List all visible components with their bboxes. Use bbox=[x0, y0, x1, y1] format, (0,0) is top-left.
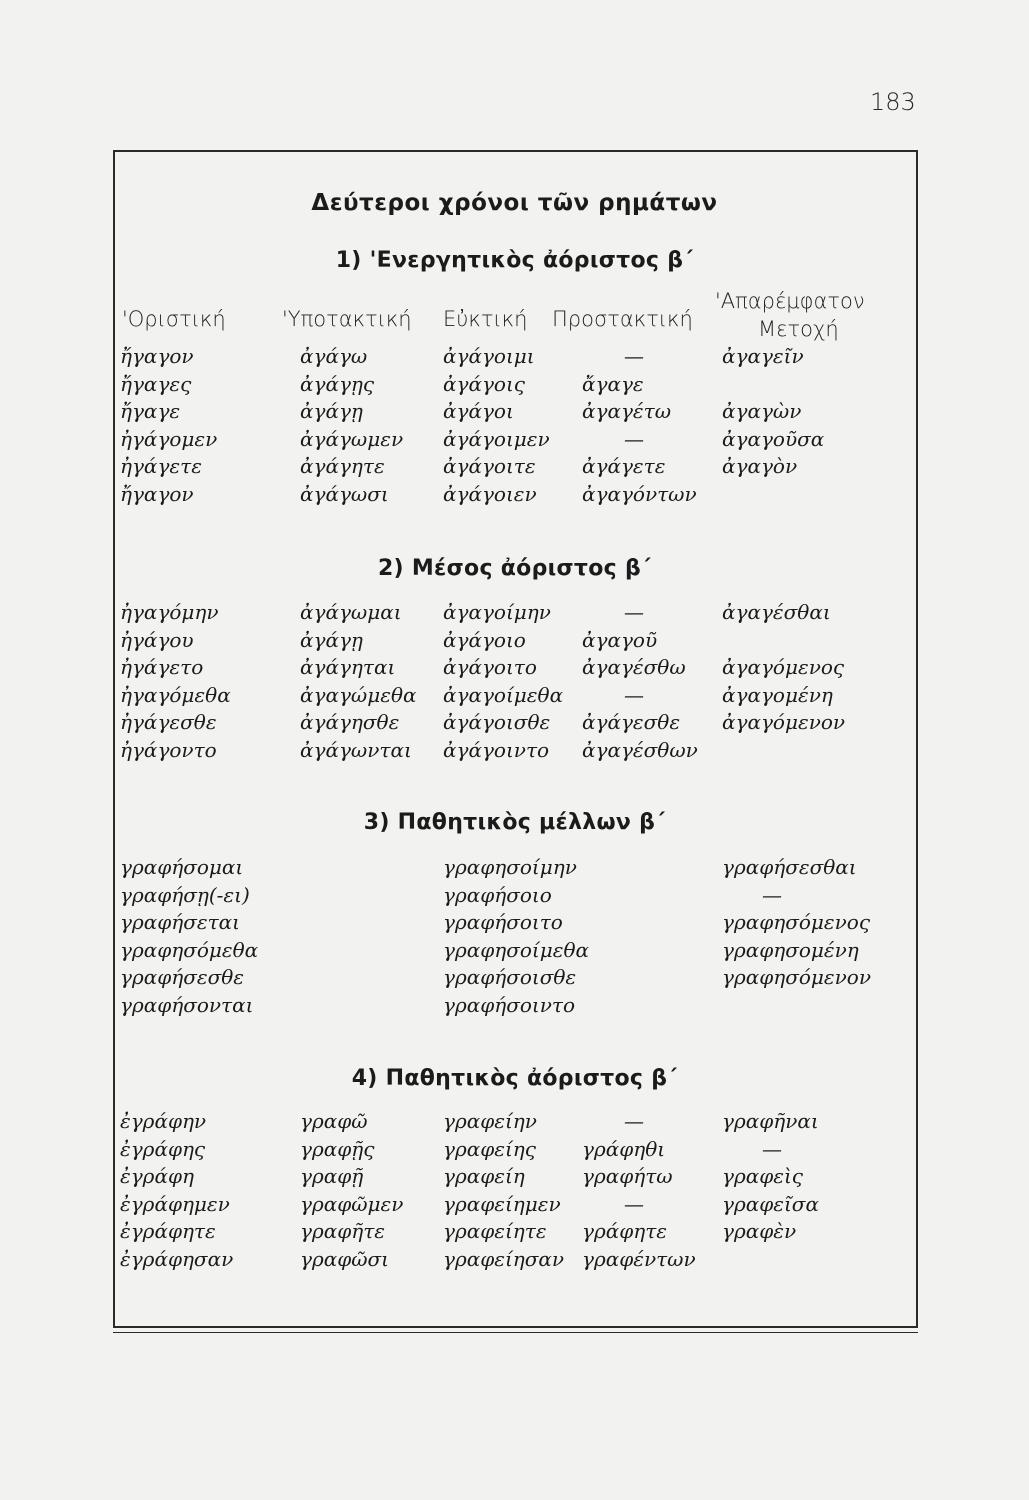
frame-left-rule bbox=[113, 150, 115, 1328]
section-4-ypotaktiki-row-3: γραφῇ bbox=[300, 1164, 364, 1188]
section-1-aparemfato-metochi-row-4: ἀγαγοῦσα bbox=[722, 426, 825, 451]
section-4-aparemfato-metochi-row-3: γραφεὶς bbox=[722, 1164, 803, 1188]
section-4-oristiki-row-6: ἐγράφησαν bbox=[120, 1246, 234, 1271]
section-1-oristiki-row-5: ἠγάγετε bbox=[120, 454, 202, 478]
section-3-title: 3) Παθητικὸς μέλλων β΄ bbox=[363, 810, 666, 835]
section-3-aparemfato-metochi-row-3: γραφησόμενος bbox=[722, 910, 871, 934]
section-3-aparemfato-metochi-row-4: γραφησομένη bbox=[722, 937, 859, 962]
section-4-euktiki-row-5: γραφείητε bbox=[443, 1219, 547, 1243]
section-3-oristiki-row-5: γραφήσεσθε bbox=[120, 965, 245, 989]
section-2-prostaktiki-row-2: ἀγαγοῦ bbox=[582, 627, 658, 652]
section-2-euktiki-row-2: ἀγάγοιο bbox=[443, 627, 526, 652]
section-2-ypotaktiki-row-3: ἀγάγηται bbox=[300, 655, 396, 679]
section-1-euktiki-row-4: ἀγάγοιμεν bbox=[443, 426, 550, 451]
section-1-oristiki-row-6: ἤγαγον bbox=[120, 481, 194, 506]
section-1-euktiki-row-2: ἀγάγοις bbox=[443, 371, 526, 396]
section-4-euktiki-row-6: γραφείησαν bbox=[443, 1246, 565, 1271]
section-1-prostaktiki-row-2: ἄγαγε bbox=[582, 371, 644, 396]
section-4-oristiki-row-5: ἐγράφητε bbox=[120, 1219, 216, 1243]
section-2-euktiki-row-1: ἀγαγοίμην bbox=[443, 600, 551, 624]
section-1-euktiki-row-5: ἀγάγοιτε bbox=[443, 454, 536, 478]
section-4-euktiki-row-3: γραφείη bbox=[443, 1164, 525, 1188]
section-3-euktiki-row-2: γραφήσοιο bbox=[443, 882, 552, 907]
section-4-euktiki-row-2: γραφείης bbox=[443, 1136, 536, 1161]
section-4-euktiki-row-1: γραφείην bbox=[443, 1109, 537, 1133]
section-2-euktiki-row-6: ἀγάγοιντο bbox=[443, 737, 550, 762]
page-title: Δεύτεροι χρόνοι τῶν ρημάτων bbox=[311, 190, 718, 216]
section-1-prostaktiki-row-1: — bbox=[624, 344, 644, 368]
section-4-prostaktiki-row-5: γράφητε bbox=[582, 1219, 667, 1243]
section-2-title: 2) Μέσος ἀόριστος β΄ bbox=[377, 556, 652, 581]
section-1-euktiki-row-3: ἀγάγοι bbox=[443, 399, 514, 423]
section-1-ypotaktiki-row-1: ἀγάγω bbox=[300, 344, 368, 368]
section-4-prostaktiki-row-6: γραφέντων bbox=[582, 1246, 696, 1271]
section-2-euktiki-row-5: ἀγάγοισθε bbox=[443, 710, 551, 734]
frame-top-rule bbox=[113, 150, 918, 152]
section-4-aparemfato-metochi-row-1: γραφῆναι bbox=[722, 1109, 819, 1133]
section-3-euktiki-row-4: γραφησοίμεθα bbox=[443, 937, 590, 962]
section-1-oristiki-row-3: ἤγαγε bbox=[120, 399, 181, 423]
section-1-prostaktiki-row-6: ἀγαγόντων bbox=[582, 481, 697, 506]
section-2-prostaktiki-row-5: ἀγάγεσθε bbox=[582, 710, 681, 734]
page-number: 183 bbox=[870, 88, 916, 116]
section-4-ypotaktiki-row-6: γραφῶσι bbox=[300, 1246, 390, 1271]
section-1-ypotaktiki-row-3: ἀγάγῃ bbox=[300, 399, 363, 423]
section-4-aparemfato-metochi-row-2: — bbox=[762, 1136, 782, 1161]
section-1-ypotaktiki-row-2: ἀγάγῃς bbox=[300, 371, 375, 396]
section-2-oristiki-row-4: ἠγαγόμεθα bbox=[120, 682, 231, 707]
section-2-ypotaktiki-row-4: ἀγαγώμεθα bbox=[300, 682, 417, 707]
section-3-oristiki-row-3: γραφήσεται bbox=[120, 910, 240, 934]
section-4-prostaktiki-row-1: — bbox=[624, 1109, 644, 1133]
section-1-aparemfato-metochi-row-3: ἀγαγὼν bbox=[722, 399, 802, 423]
header-aparemfato: 'Απαρέμφατον bbox=[715, 289, 865, 313]
section-2-ypotaktiki-row-6: ἀγάγωνται bbox=[300, 737, 412, 762]
section-1-title: 1) 'Ενεργητικὸς ἀόριστος β΄ bbox=[335, 248, 694, 273]
section-2-aparemfato-metochi-row-4: ἀγαγομένη bbox=[722, 682, 833, 707]
section-4-oristiki-row-2: ἐγράφης bbox=[120, 1136, 206, 1161]
section-2-oristiki-row-1: ἠγαγόμην bbox=[120, 600, 219, 624]
section-3-euktiki-row-6: γραφήσοιντο bbox=[443, 992, 576, 1017]
section-3-oristiki-row-2: γραφήσῃ(-ει) bbox=[120, 882, 250, 907]
section-1-prostaktiki-row-5: ἀγάγετε bbox=[582, 454, 666, 478]
section-4-ypotaktiki-row-4: γραφῶμεν bbox=[300, 1191, 404, 1216]
section-3-euktiki-row-3: γραφήσοιτο bbox=[443, 910, 563, 934]
header-oristiki: 'Οριστική bbox=[122, 307, 226, 331]
section-4-euktiki-row-4: γραφείημεν bbox=[443, 1191, 561, 1216]
section-2-prostaktiki-row-6: ἀγαγέσθων bbox=[582, 737, 698, 762]
section-2-oristiki-row-3: ἠγάγετο bbox=[120, 655, 204, 679]
section-4-oristiki-row-1: ἐγράφην bbox=[120, 1109, 207, 1133]
frame-bottom-rule-2 bbox=[113, 1332, 918, 1333]
section-4-ypotaktiki-row-1: γραφῶ bbox=[300, 1109, 368, 1133]
section-3-euktiki-row-1: γραφησοίμην bbox=[443, 855, 577, 879]
section-1-prostaktiki-row-3: ἀγαγέτω bbox=[582, 399, 672, 423]
section-3-oristiki-row-1: γραφήσομαι bbox=[120, 855, 244, 879]
frame-right-rule bbox=[916, 150, 918, 1328]
section-4-ypotaktiki-row-5: γραφῆτε bbox=[300, 1219, 385, 1243]
section-2-oristiki-row-2: ἠγάγου bbox=[120, 627, 194, 652]
section-2-oristiki-row-6: ἠγάγοντο bbox=[120, 737, 217, 762]
section-1-ypotaktiki-row-6: ἀγάγωσι bbox=[300, 481, 389, 506]
section-4-aparemfato-metochi-row-5: γραφὲν bbox=[722, 1219, 797, 1243]
section-2-ypotaktiki-row-1: ἀγάγωμαι bbox=[300, 600, 402, 624]
header-prostaktiki: Προστακτική bbox=[552, 307, 693, 331]
section-2-prostaktiki-row-1: — bbox=[624, 600, 644, 624]
section-2-euktiki-row-3: ἀγάγοιτο bbox=[443, 655, 537, 679]
section-4-aparemfato-metochi-row-4: γραφεῖσα bbox=[722, 1191, 819, 1216]
section-1-ypotaktiki-row-5: ἀγάγητε bbox=[300, 454, 385, 478]
section-2-ypotaktiki-row-5: ἀγάγησθε bbox=[300, 710, 400, 734]
section-1-ypotaktiki-row-4: ἀγάγωμεν bbox=[300, 426, 404, 451]
section-2-aparemfato-metochi-row-5: ἀγαγόμενον bbox=[722, 710, 846, 734]
section-1-euktiki-row-6: ἀγάγοιεν bbox=[443, 481, 537, 506]
section-4-prostaktiki-row-4: — bbox=[624, 1191, 644, 1216]
header-ypotaktiki: 'Υποτακτική bbox=[282, 307, 412, 331]
section-4-title: 4) Παθητικὸς ἀόριστος β΄ bbox=[351, 1066, 678, 1091]
section-1-oristiki-row-2: ἤγαγες bbox=[120, 371, 192, 396]
section-2-aparemfato-metochi-row-1: ἀγαγέσθαι bbox=[722, 600, 831, 624]
section-3-aparemfato-metochi-row-1: γραφήσεσθαι bbox=[722, 855, 857, 879]
section-2-oristiki-row-5: ἠγάγεσθε bbox=[120, 710, 217, 734]
section-4-oristiki-row-4: ἐγράφημεν bbox=[120, 1191, 230, 1216]
frame-bottom-rule bbox=[113, 1326, 918, 1328]
section-4-oristiki-row-3: ἐγράφη bbox=[120, 1164, 194, 1188]
section-3-euktiki-row-5: γραφήσοισθε bbox=[443, 965, 577, 989]
section-3-aparemfato-metochi-row-5: γραφησόμενον bbox=[722, 965, 871, 989]
section-1-oristiki-row-1: ἤγαγον bbox=[120, 344, 194, 368]
section-3-oristiki-row-4: γραφησόμεθα bbox=[120, 937, 259, 962]
section-1-prostaktiki-row-4: — bbox=[624, 426, 644, 451]
section-2-euktiki-row-4: ἀγαγοίμεθα bbox=[443, 682, 564, 707]
section-2-aparemfato-metochi-row-3: ἀγαγόμενος bbox=[722, 655, 845, 679]
section-2-prostaktiki-row-3: ἀγαγέσθω bbox=[582, 655, 686, 679]
section-4-ypotaktiki-row-2: γραφῇς bbox=[300, 1136, 375, 1161]
header-metochi: Μετοχή bbox=[758, 317, 839, 341]
section-4-prostaktiki-row-2: γράφηθι bbox=[582, 1136, 666, 1161]
section-1-aparemfato-metochi-row-5: ἀγαγὸν bbox=[722, 454, 798, 478]
section-3-oristiki-row-6: γραφήσονται bbox=[120, 992, 254, 1017]
section-1-oristiki-row-4: ἠγάγομεν bbox=[120, 426, 218, 451]
section-1-aparemfato-metochi-row-1: ἀγαγεῖν bbox=[722, 344, 804, 368]
section-2-ypotaktiki-row-2: ἀγάγῃ bbox=[300, 627, 363, 652]
section-3-aparemfato-metochi-row-2: — bbox=[762, 882, 782, 907]
section-4-prostaktiki-row-3: γραφήτω bbox=[582, 1164, 673, 1188]
section-1-euktiki-row-1: ἀγάγοιμι bbox=[443, 344, 535, 368]
section-2-prostaktiki-row-4: — bbox=[624, 682, 644, 707]
header-euktiki: Εὐκτική bbox=[443, 307, 528, 331]
